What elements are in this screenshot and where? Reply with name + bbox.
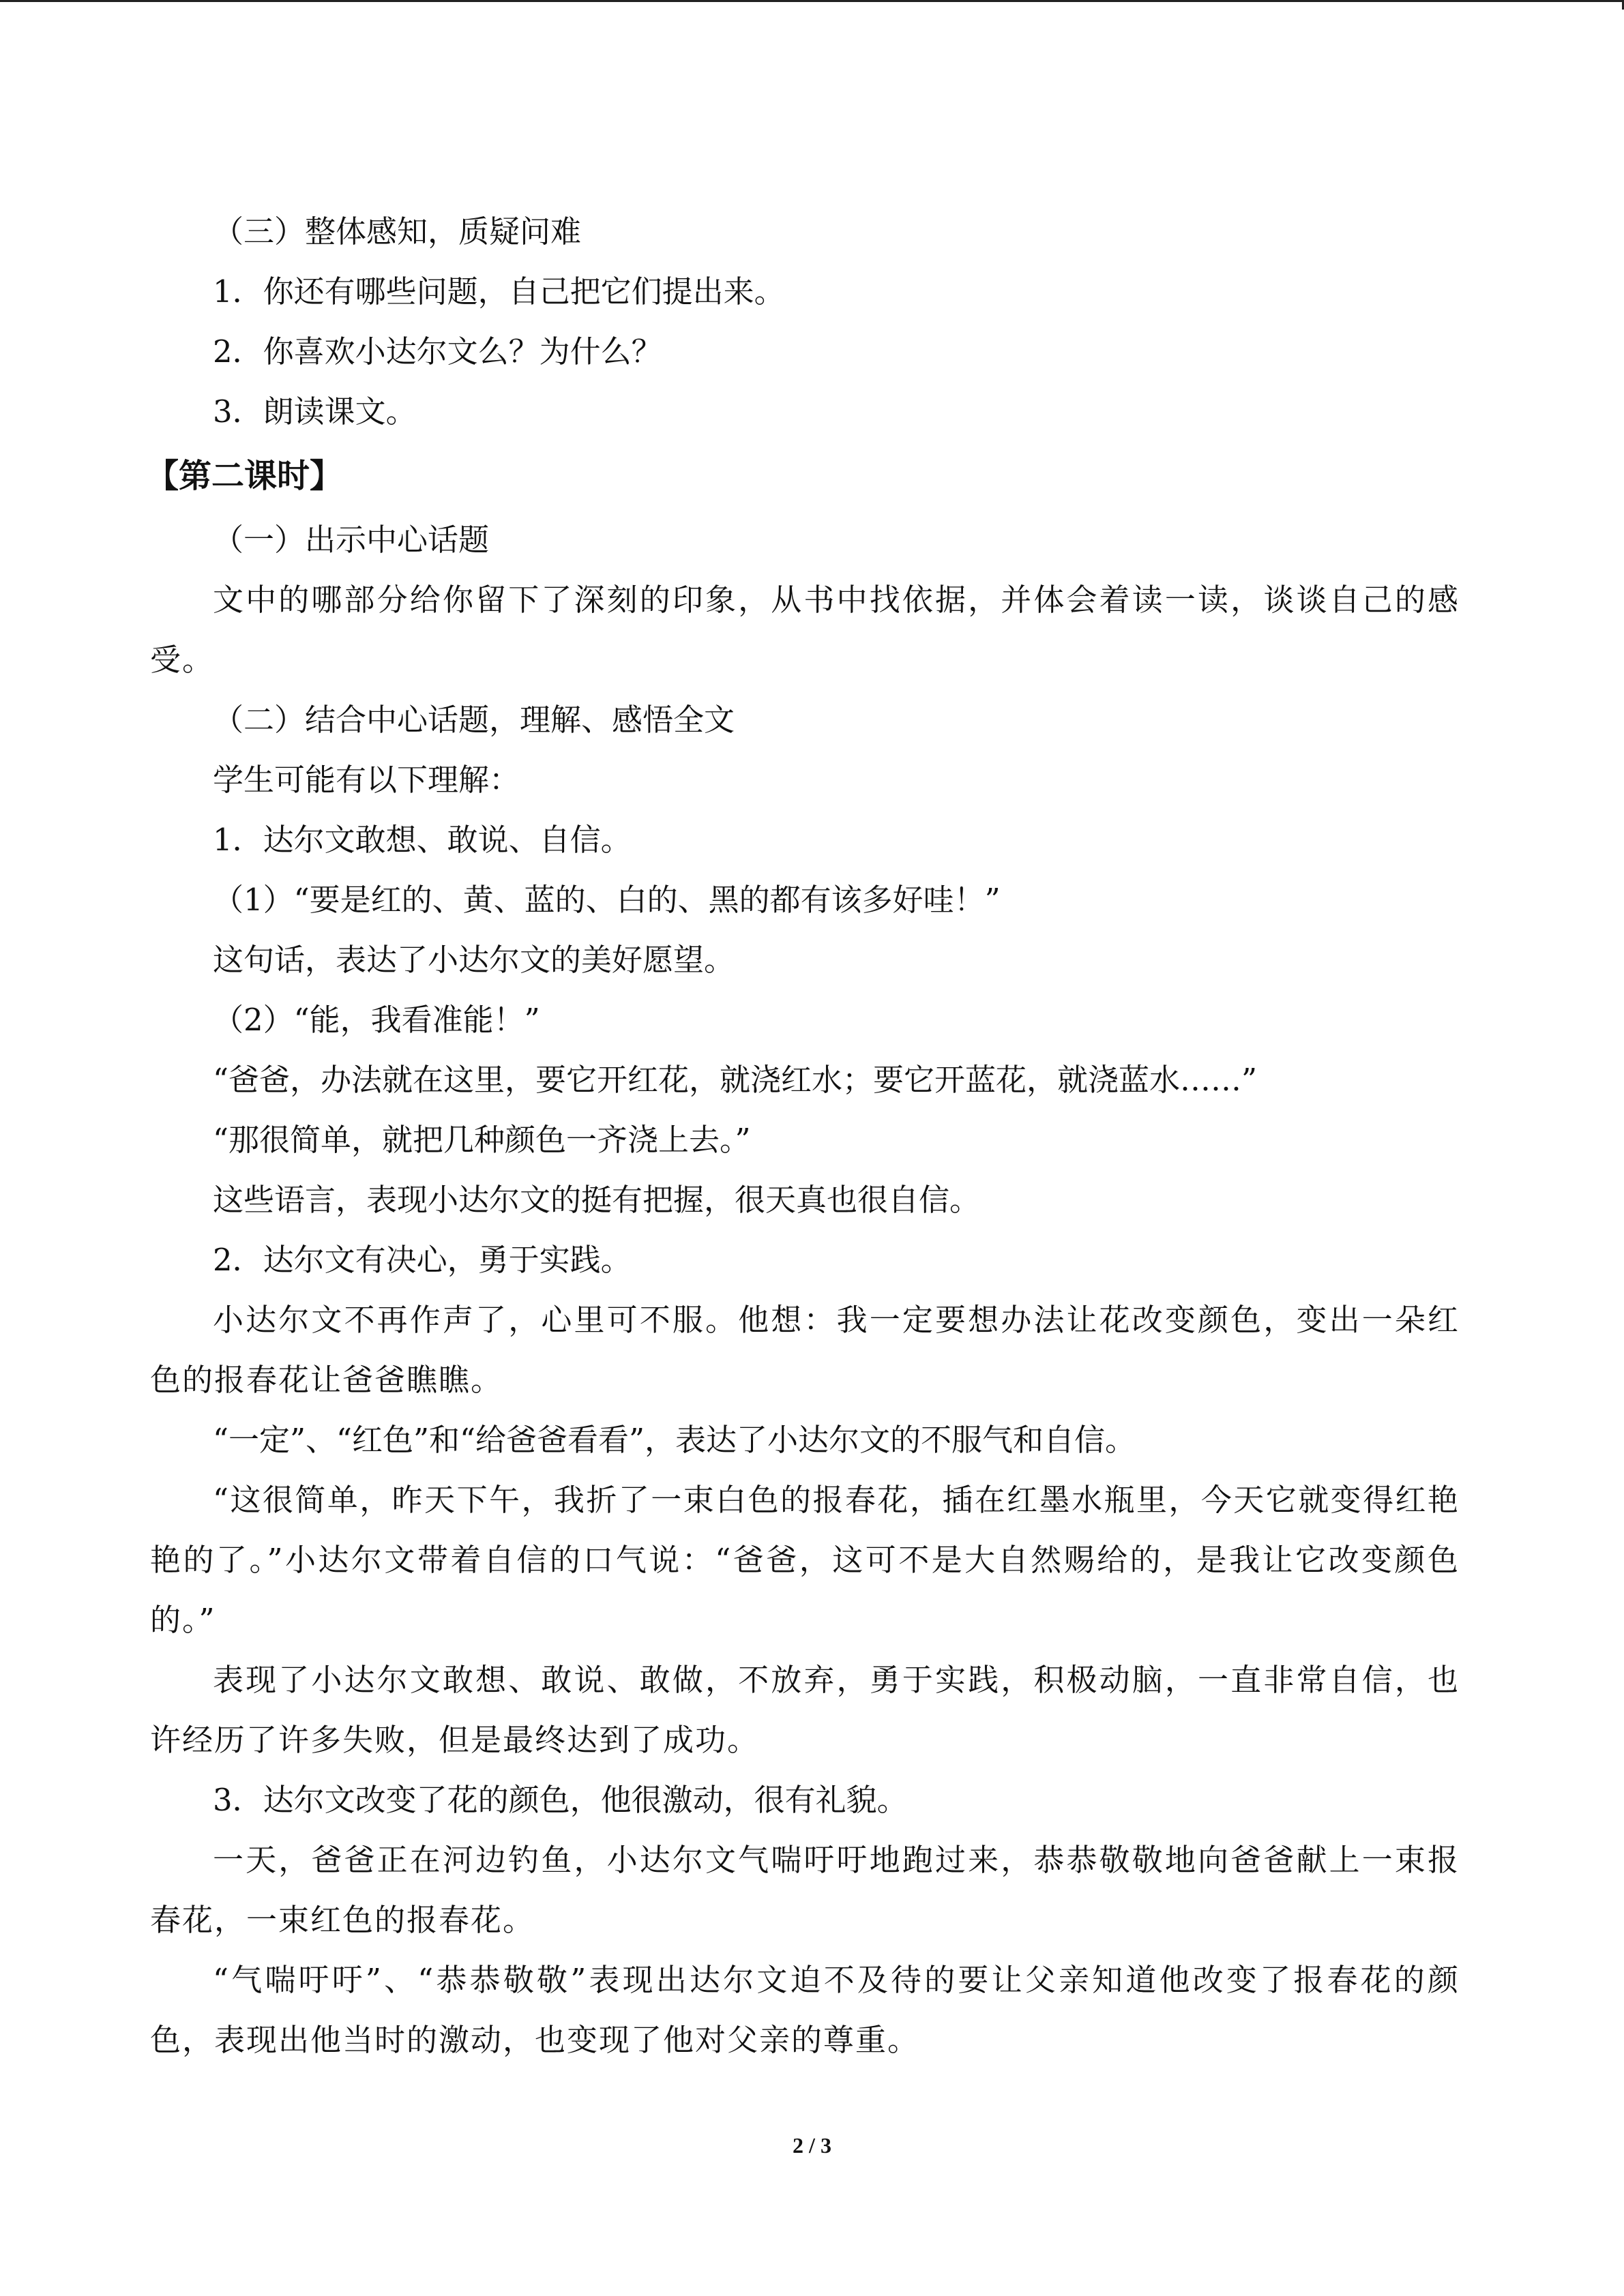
text-line: “一定”、“红色”和“给爸爸看看”，表达了小达尔文的不服气和自信。 [213,1422,1136,1458]
text-line: 这些语言，表现小达尔文的挺有把握，很天真也很自信。 [213,1182,981,1218]
document-body [146,202,1460,2070]
quote-1: （1）“要是红的、黄、蓝的、白的、黑的都有该多好哇！” [213,882,1001,918]
section-heading-2: （二）结合中心话题，理解、感悟全文 [213,702,735,738]
paragraph: “这很简单，昨天下午，我折了一束白色的报春花，插在红墨水瓶里，今天它就变得红艳艳的了。”小达尔文带着自信的口气说：“爸爸，这可不是大自然赐给的，是我让它改变颜色的。” [150,1482,1460,1638]
point-3: 3．达尔文改变了花的颜色，他很激动，很有礼貌。 [213,1782,908,1818]
point-1: 1．达尔文敢想、敢说、自信。 [213,822,632,858]
top-border [0,0,1624,2]
point-2: 2．达尔文有决心，勇于实践。 [213,1242,632,1278]
quote-2: （2）“能，我看准能！” [213,1002,540,1038]
quote-line: “爸爸，办法就在这里，要它开红花，就浇红水；要它开蓝花，就浇蓝水……” [213,1062,1258,1098]
paragraph: 表现了小达尔文敢想、敢说、敢做，不放弃，勇于实践，积极动脑，一直非常自信，也许经历了许多失败，但是最终达到了成功。 [150,1662,1460,1758]
section-heading-3: （三）整体感知，质疑问难 [213,213,582,250]
quote-line: “那很简单，就把几种颜色一齐浇上去。” [213,1122,751,1158]
section-heading-1: （一）出示中心话题 [213,522,490,558]
paragraph: 文中的哪部分给你留下了深刻的印象，从书中找依据，并体会着读一读，谈谈自己的感受。 [150,582,1460,678]
paragraph: 小达尔文不再作声了，心里可不服。他想：我一定要想办法让花改变颜色，变出一朵红色的报春花让爸爸瞧瞧。 [150,1302,1460,1398]
lesson-title: 【第二课时】 [146,457,343,495]
page-number: 2 / 3 [793,2133,831,2158]
text-line: 学生可能有以下理解： [213,762,520,798]
paragraph: “气喘吁吁”、“恭恭敬敬”表现出达尔文迫不及待的要让父亲知道他改变了报春花的颜色，表现出他当时的激动，也变现了他对父亲的尊重。 [150,1962,1460,2058]
question-3: 3．朗读课文。 [213,393,417,430]
question-1: 1．你还有哪些问题，自己把它们提出来。 [213,273,785,310]
question-2: 2．你喜欢小达尔文么？为什么？ [213,333,662,370]
text-line: 这句话，表达了小达尔文的美好愿望。 [213,942,735,978]
paragraph: 一天，爸爸正在河边钓鱼，小达尔文气喘吁吁地跑过来，恭恭敬敬地向爸爸献上一束报春花，一束红色的报春花。 [150,1842,1460,1938]
